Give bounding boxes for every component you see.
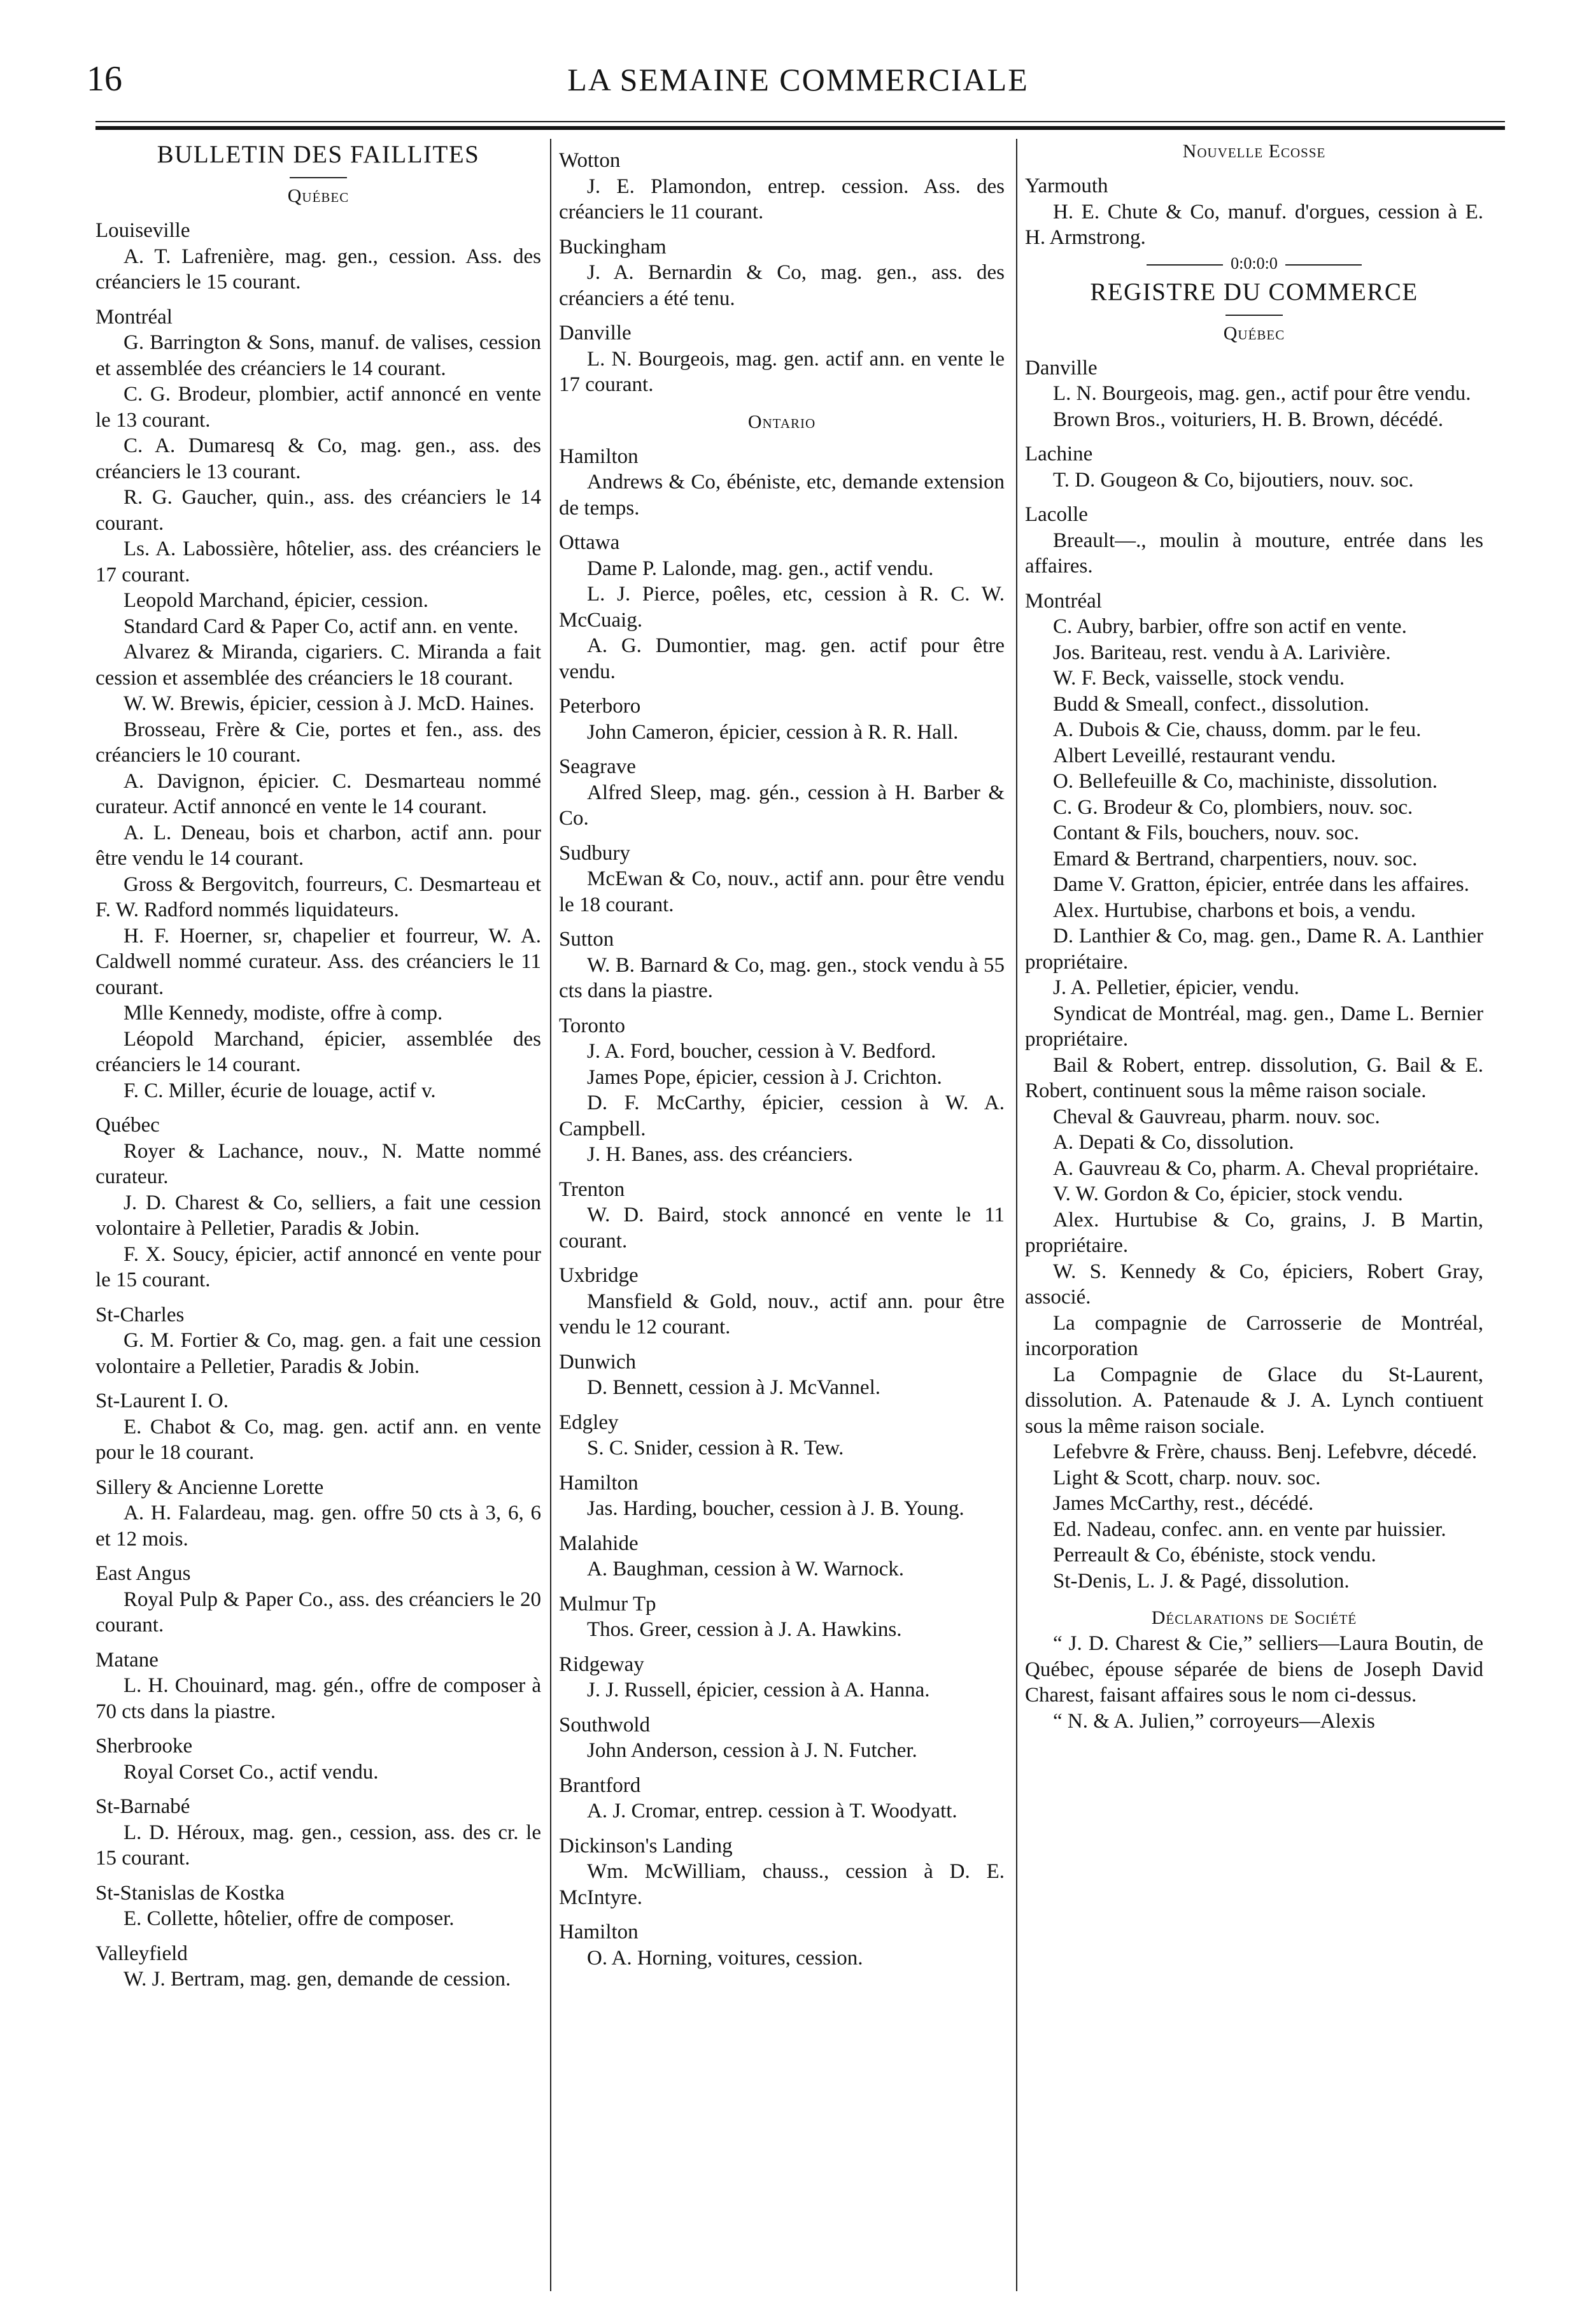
place-group — [559, 234, 1005, 312]
entry: A. Baughman, cession à W. Warnock. — [587, 1558, 905, 1581]
place-group — [559, 148, 1005, 225]
entry: Contant & Fils, bouchers, nouv. soc. — [1053, 821, 1359, 844]
province-heading: Ontario — [747, 411, 816, 432]
place-list — [95, 218, 541, 1993]
place-group — [559, 754, 1005, 832]
place-name: Hamilton — [559, 1921, 639, 1943]
entry: E. Collette, hôtelier, offre de composer. — [124, 1907, 455, 1930]
place-group — [559, 1531, 1005, 1582]
place-group — [95, 1647, 541, 1725]
entry: Dame V. Gratton, épicier, entrée dans les affaires. — [1053, 873, 1469, 896]
entry: A. Dubois & Cie, chauss, domm. par le feu. — [1053, 718, 1422, 741]
place-group — [559, 530, 1005, 685]
place-name: Hamilton — [559, 1471, 639, 1495]
entry: L. N. Bourgeois, mag. gen., actif pour être vendu. — [1053, 382, 1471, 405]
place-name: Malahide — [559, 1531, 639, 1555]
place-name: Mulmur Tp — [559, 1592, 656, 1616]
entry: Mlle Kennedy, modiste, offre à comp. — [124, 1002, 443, 1025]
entry: Light & Scott, charp. nouv. soc. — [1053, 1466, 1321, 1489]
entry: O. A. Horning, voitures, cession. — [587, 1946, 863, 1970]
short-rule — [290, 177, 347, 178]
section-heading: BULLETIN DES FAILLITES — [157, 141, 480, 168]
place-name: Hamilton — [559, 444, 639, 468]
place-name: Valleyfield — [95, 1942, 188, 1965]
place-list — [1025, 355, 1483, 1595]
entry: James McCarthy, rest., décédé. — [1053, 1492, 1314, 1515]
declarations-heading: Déclarations de Société — [1151, 1607, 1357, 1628]
place-name: St-Laurent I. O. — [95, 1389, 229, 1412]
entry: Leopold Marchand, épicier, cession. — [124, 589, 428, 612]
entry: J. A. Bernardin & Co, mag. gen., ass. des créanciers a été tenu. — [559, 261, 1005, 310]
entry: Wm. McWilliam, chauss., cession à D. E. McIntyre. — [559, 1860, 1005, 1909]
entry: Alvarez & Miranda, cigariers. C. Miranda a fait cession et assemblée des créanciers le 18 courant. — [95, 641, 541, 690]
header-rule-thick — [95, 126, 1505, 130]
place-group — [559, 841, 1005, 918]
entry: J. E. Plamondon, entrep. cession. Ass. des créanciers le 11 courant. — [559, 174, 1005, 224]
place-name: Montréal — [95, 305, 173, 329]
entry: V. W. Gordon & Co, épicier, stock vendu. — [1053, 1183, 1403, 1205]
place-name: Danville — [559, 322, 632, 345]
entry: J. A. Pelletier, épicier, vendu. — [1053, 976, 1299, 999]
place-name: Seagrave — [559, 755, 636, 778]
place-name: Brantford — [559, 1773, 641, 1797]
entry: C. A. Dumaresq & Co, mag. gen., ass. des créanciers le 13 courant. — [95, 434, 541, 483]
place-group — [559, 1263, 1005, 1340]
entry: McEwan & Co, nouv., actif ann. pour être vendu le 18 courant. — [559, 867, 1005, 916]
entry: Alex. Hurtubise & Co, grains, J. B Martin, propriétaire. — [1025, 1208, 1483, 1257]
entry: Breault—., moulin à mouture, entrée dans les affaires. — [1025, 529, 1483, 578]
entry: D. Bennett, cession à J. McVannel. — [587, 1376, 880, 1399]
place-group — [559, 1773, 1005, 1824]
ornament-text: 0:0:0:0 — [1231, 253, 1278, 273]
place-name: Sutton — [559, 928, 614, 951]
entry: F. C. Miller, écurie de louage, actif v. — [124, 1079, 436, 1102]
place-group — [1025, 502, 1483, 579]
entry: John Anderson, cession à J. N. Futcher. — [587, 1739, 917, 1762]
entry: Dame P. Lalonde, mag. gen., actif vendu. — [587, 557, 934, 580]
entry: Alex. Hurtubise, charbons et bois, a vendu. — [1053, 899, 1416, 922]
place-group — [1025, 441, 1483, 493]
place-name: Dunwich — [559, 1350, 636, 1374]
entry: A. Gauvreau & Co, pharm. A. Cheval propriétaire. — [1053, 1156, 1479, 1180]
entry: F. X. Soucy, épicier, actif annoncé en vente pour le 15 courant. — [95, 1242, 541, 1291]
entry: James Pope, épicier, cession à J. Crichton. — [587, 1065, 942, 1089]
entry: Bail & Robert, entrep. dissolution, G. Bail & E. Robert, continuent sous la même raison sociale. — [1025, 1053, 1483, 1102]
entry: Cheval & Gauvreau, pharm. nouv. soc. — [1053, 1105, 1380, 1128]
entry: W. F. Beck, vaisselle, stock vendu. — [1053, 667, 1345, 690]
entry: Brosseau, Frère & Cie, portes et fen., ass. des créanciers le 10 courant. — [95, 718, 541, 767]
entry: R. G. Gaucher, quin., ass. des créanciers le 14 courant. — [95, 486, 541, 535]
place-group — [559, 1591, 1005, 1643]
province-heading: Québec — [1223, 322, 1285, 344]
declaration-entry: “ J. D. Charest & Cie,” selliers—Laura Boutin, de Québec, épouse séparée de biens de Joseph David Charest, faisant affaires sous le nom ci-dessus. — [1025, 1632, 1483, 1707]
column-registre — [1025, 139, 1483, 2291]
place-group — [95, 1561, 541, 1638]
entry: W. B. Barnard & Co, mag. gen., stock vendu à 55 cts dans la piastre. — [559, 953, 1005, 1002]
place-name: Sudbury — [559, 841, 630, 865]
place-name: St-Stanislas de Kostka — [95, 1881, 285, 1905]
entry: A. Davignon, épicier. C. Desmarteau nommé curateur. Actif annoncé en vente le 14 courant. — [95, 769, 541, 818]
place-name: Sillery & Ancienne Lorette — [95, 1475, 324, 1499]
place-group — [559, 1833, 1005, 1911]
entry: A. H. Falardeau, mag. gen. offre 50 cts à 3, 6, 6 et 12 mois. — [95, 1502, 541, 1551]
place-group — [95, 1880, 541, 1932]
entry: J. J. Russell, épicier, cession à A. Hanna. — [587, 1679, 930, 1701]
place-name: St-Barnabé — [95, 1795, 190, 1818]
entry: Gross & Bergovitch, fourreurs, C. Desmarteau et F. W. Radford nommés liquidateurs. — [95, 872, 541, 921]
entry: L. N. Bourgeois, mag. gen. actif ann. en vente le 17 courant. — [559, 347, 1005, 396]
province-heading: Québec — [287, 185, 350, 206]
column-rule — [1016, 139, 1017, 2291]
entry: L. D. Héroux, mag. gen., cession, ass. des cr. le 15 courant. — [95, 1821, 541, 1870]
entry: La Compagnie de Glace du St-Laurent, dissolution. A. Patenaude & J. A. Lynch contiuent sous la même raison sociale. — [1025, 1363, 1483, 1438]
entry: D. F. McCarthy, épicier, cession à W. A. Campbell. — [559, 1091, 1005, 1140]
entry: C. Aubry, barbier, offre son actif en vente. — [1053, 615, 1407, 638]
place-name: Peterboro — [559, 695, 641, 718]
place-group — [559, 927, 1005, 1004]
place-group — [95, 218, 541, 295]
place-name: Edgley — [559, 1410, 619, 1434]
place-name: St-Charles — [95, 1303, 185, 1326]
entry: Thos. Greer, cession à J. A. Hawkins. — [587, 1618, 902, 1641]
place-list — [559, 148, 1005, 398]
entry: Standard Card & Paper Co, actif ann. en vente. — [124, 615, 519, 638]
page-number: 16 — [87, 59, 122, 99]
entry: O. Bellefeuille & Co, machiniste, dissolution. — [1053, 770, 1438, 793]
place-group — [95, 1302, 541, 1380]
entry: Royal Pulp & Paper Co., ass. des créanciers le 20 courant. — [95, 1588, 541, 1637]
place-name: Buckingham — [559, 235, 667, 259]
place-list — [559, 444, 1005, 1971]
entry: A. T. Lafrenière, mag. gen., cession. Ass. des créanciers le 15 courant. — [95, 245, 541, 294]
place-name: Québec — [95, 1114, 160, 1137]
place-name: Trenton — [559, 1177, 625, 1201]
entry: Emard & Bertrand, charpentiers, nouv. soc. — [1053, 847, 1418, 870]
entry: W. S. Kennedy & Co, épiciers, Robert Gray, associé. — [1025, 1260, 1483, 1309]
place-name: Danville — [1025, 356, 1098, 380]
place-group — [559, 1410, 1005, 1461]
place-group — [95, 1475, 541, 1552]
place-name: Wotton — [559, 149, 621, 172]
entry: Jos. Bariteau, rest. vendu à A. Larivière. — [1053, 641, 1391, 664]
place-group — [559, 1177, 1005, 1254]
entry: Jas. Harding, boucher, cession à J. B. Young. — [587, 1497, 964, 1520]
entry: W. J. Bertram, mag. gen, demande de cession. — [124, 1968, 511, 1991]
entry: E. Chabot & Co, mag. gen. actif ann. en vente pour le 18 courant. — [95, 1415, 541, 1464]
place-group — [559, 1470, 1005, 1522]
column-rule — [550, 139, 551, 2291]
place-name: Louiseville — [95, 219, 190, 242]
entry: St-Denis, L. J. & Pagé, dissolution. — [1053, 1569, 1350, 1593]
entry: Royal Corset Co., actif vendu. — [124, 1760, 379, 1784]
place-group — [95, 1388, 541, 1466]
place-group — [559, 1712, 1005, 1764]
entry: Ed. Nadeau, confec. ann. en vente par huissier. — [1053, 1517, 1446, 1541]
declarations-list — [1025, 1631, 1483, 1734]
entry: D. Lanthier & Co, mag. gen., Dame R. A. Lanthier propriétaire. — [1025, 925, 1483, 974]
place-group — [1025, 173, 1483, 251]
entry: Brown Bros., voituriers, H. B. Brown, décédé. — [1053, 408, 1444, 431]
place-name: Toronto — [559, 1014, 626, 1037]
place-group — [95, 1112, 541, 1293]
place-name: Lacolle — [1025, 503, 1088, 526]
entry: G. Barrington & Sons, manuf. de valises, cession et assemblée des créanciers le 14 courant. — [95, 331, 541, 380]
place-group — [559, 1013, 1005, 1168]
entry: J. A. Ford, boucher, cession à V. Bedford. — [587, 1040, 936, 1063]
place-group — [559, 444, 1005, 522]
column-faillites — [95, 139, 541, 2291]
entry: Lefebvre & Frère, chauss. Benj. Lefebvre, décedé. — [1053, 1440, 1478, 1463]
place-group — [95, 1794, 541, 1872]
entry: C. G. Brodeur & Co, plombiers, nouv. soc. — [1053, 795, 1413, 819]
place-group — [559, 693, 1005, 745]
place-group — [559, 1349, 1005, 1401]
entry: J. D. Charest & Co, selliers, a fait une cession volontaire à Pelletier, Paradis & Jobin. — [95, 1191, 541, 1240]
entry: L. J. Pierce, poêles, etc, cession à R. C. W. McCuaig. — [559, 583, 1005, 632]
entry: Budd & Smeall, confect., dissolution. — [1053, 692, 1369, 716]
place-group — [95, 304, 541, 1104]
entry: J. H. Banes, ass. des créanciers. — [587, 1143, 853, 1166]
place-group — [95, 1733, 541, 1785]
ornament-divider — [1025, 251, 1483, 276]
short-rule — [1225, 315, 1283, 316]
place-name: Montréal — [1025, 589, 1102, 613]
province-heading: Nouvelle Ecosse — [1182, 141, 1326, 162]
place-group — [1025, 355, 1483, 433]
entry: S. C. Snider, cession à R. Tew. — [587, 1437, 844, 1460]
entry: T. D. Gougeon & Co, bijoutiers, nouv. soc. — [1053, 468, 1414, 492]
entry: A. J. Cromar, entrep. cession à T. Woodyatt. — [587, 1800, 957, 1822]
place-name: Sherbrooke — [95, 1735, 193, 1758]
place-group — [559, 1652, 1005, 1703]
section-heading: REGISTRE DU COMMERCE — [1090, 278, 1418, 306]
column-faillites-cont — [559, 139, 1005, 2291]
place-group — [559, 320, 1005, 398]
entry: A. Depati & Co, dissolution. — [1053, 1131, 1294, 1154]
entry: Perreault & Co, ébéniste, stock vendu. — [1053, 1544, 1376, 1566]
entry: L. H. Chouinard, mag. gén., offre de composer à 70 cts dans la piastre. — [95, 1674, 541, 1723]
entry: Albert Leveillé, restaurant vendu. — [1053, 744, 1336, 767]
place-group — [559, 1919, 1005, 1971]
place-name: East Angus — [95, 1562, 191, 1585]
running-head: LA SEMAINE COMMERCIALE — [567, 62, 1029, 97]
entry: Royer & Lachance, nouv., N. Matte nommé curateur. — [95, 1139, 541, 1188]
place-name: Lachine — [1025, 443, 1093, 465]
entry: Léopold Marchand, épicier, assemblée des créanciers le 14 courant. — [95, 1027, 541, 1076]
place-name: Matane — [95, 1648, 159, 1672]
entry: Syndicat de Montréal, mag. gen., Dame L. Bernier propriétaire. — [1025, 1002, 1483, 1051]
entry: Mansfield & Gold, nouv., actif ann. pour être vendu le 12 courant. — [559, 1289, 1005, 1339]
place-name: Yarmouth — [1025, 174, 1108, 197]
entry: Andrews & Co, ébéniste, etc, demande extension de temps. — [559, 471, 1005, 520]
entry: W. D. Baird, stock annoncé en vente le 11 courant. — [559, 1204, 1005, 1253]
entry: Alfred Sleep, mag. gén., cession à H. Barber & Co. — [559, 781, 1005, 830]
entry: La compagnie de Carrosserie de Montréal, incorporation — [1025, 1311, 1483, 1360]
entry: H. E. Chute & Co, manuf. d'orgues, cession à E. H. Armstrong. — [1025, 200, 1483, 249]
entry: H. F. Hoerner, sr, chapelier et fourreur, W. A. Caldwell nommé curateur. Ass. des créanciers le 11 courant. — [95, 924, 541, 999]
place-list — [1025, 173, 1483, 251]
place-name: Uxbridge — [559, 1264, 639, 1287]
place-name: Dickinson's Landing — [559, 1834, 733, 1858]
declaration-entry: “ N. & A. Julien,” corroyeurs—Alexis — [1053, 1709, 1375, 1733]
place-group — [95, 1941, 541, 1993]
entry: G. M. Fortier & Co, mag. gen. a fait une cession volontaire a Pelletier, Paradis & Jobin. — [95, 1329, 541, 1378]
entry: A. L. Deneau, bois et charbon, actif ann. pour être vendu le 14 courant. — [95, 821, 541, 870]
place-group — [1025, 588, 1483, 1595]
place-name: Ridgeway — [559, 1652, 644, 1676]
entry: John Cameron, épicier, cession à R. R. Hall. — [587, 720, 959, 744]
entry: A. G. Dumontier, mag. gen. actif pour être vendu. — [559, 634, 1005, 683]
entry: C. G. Brodeur, plombier, actif annoncé en vente le 13 courant. — [95, 383, 541, 432]
entry: W. W. Brewis, épicier, cession à J. McD. Haines. — [124, 692, 535, 715]
header-rule-thin — [95, 121, 1505, 122]
entry: Ls. A. Labossière, hôtelier, ass. des créanciers le 17 courant. — [95, 537, 541, 586]
place-name: Ottawa — [559, 531, 620, 554]
place-name: Southwold — [559, 1713, 651, 1737]
